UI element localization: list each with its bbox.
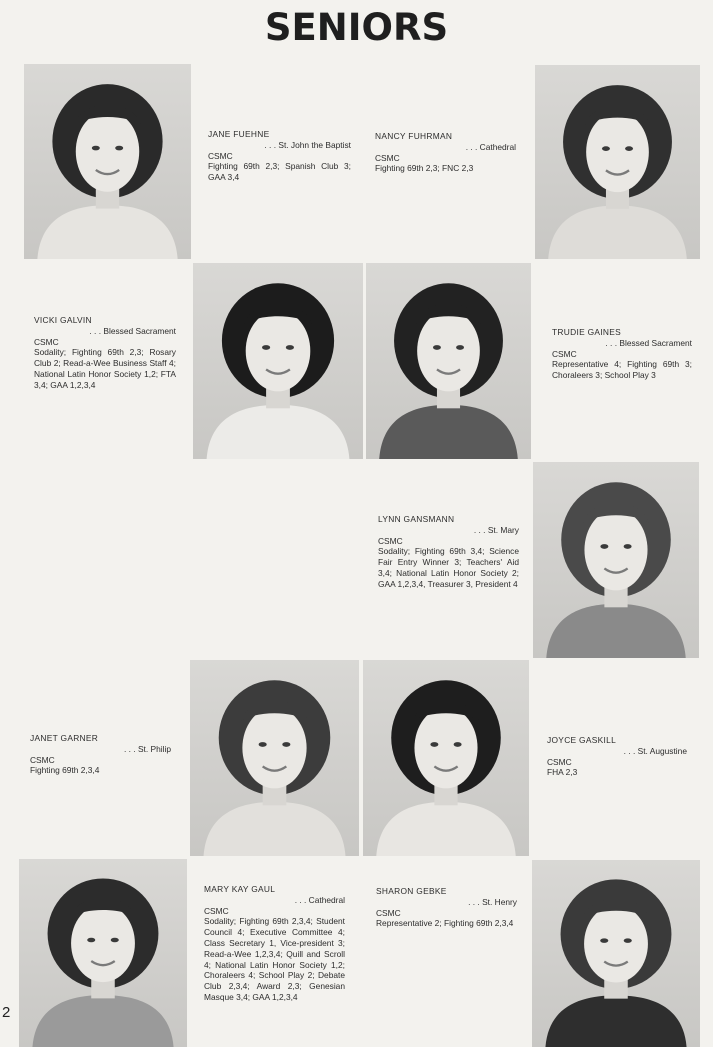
bio-jane-fuehne xyxy=(208,129,351,183)
bio-joyce-gaskill xyxy=(547,735,687,778)
face xyxy=(242,707,306,788)
photo-vicki-galvin xyxy=(193,263,363,459)
photo-mary-kay-gaul xyxy=(19,859,187,1047)
bio-mary-kay-gaul xyxy=(204,884,345,1003)
senior-name: NANCY FUHRMAN xyxy=(375,131,453,141)
senior-club: CSMC xyxy=(547,756,572,767)
senior-activities: Representative 2; Fighting 69th 2,3,4 xyxy=(376,918,514,929)
portrait-illustration xyxy=(533,462,699,658)
senior-club: CSMC xyxy=(208,150,233,161)
senior-parish: . . . Blessed Sacrament xyxy=(89,325,176,336)
portrait-illustration xyxy=(24,64,191,259)
face xyxy=(76,111,139,192)
left-eye xyxy=(602,146,610,151)
shoulders xyxy=(379,405,518,459)
left-eye xyxy=(259,742,267,747)
right-eye xyxy=(625,146,633,151)
bio-vicki-galvin xyxy=(34,315,176,391)
senior-parish: . . . St. Mary xyxy=(473,524,519,535)
senior-name: JANET GARNER xyxy=(30,733,99,743)
left-eye xyxy=(262,345,270,350)
shoulders xyxy=(545,995,686,1047)
face xyxy=(71,904,135,982)
page-title: SENIORS xyxy=(264,6,449,49)
right-eye xyxy=(454,742,462,747)
portrait-illustration xyxy=(363,660,529,856)
left-eye xyxy=(433,345,441,350)
face xyxy=(584,905,648,982)
portrait-illustration xyxy=(190,660,359,856)
right-eye xyxy=(282,742,290,747)
senior-name: SHARON GEBKE xyxy=(376,886,447,896)
shoulders xyxy=(207,405,350,459)
portrait-illustration xyxy=(193,263,363,459)
right-eye xyxy=(624,938,632,943)
senior-parish: . . . St. Augustine xyxy=(623,745,687,756)
senior-activities: Sodality; Fighting 69th 2,3; Rosary Club 2; Read-a-Wee Business Staff 4; National Latin Honor Society 1,2; FTA 3,4; GAA 1,2,3,4 xyxy=(34,347,176,390)
senior-club: CSMC xyxy=(375,152,400,163)
left-eye xyxy=(600,938,608,943)
right-eye xyxy=(456,345,464,350)
senior-activities: Representative 4; Fighting 69th 3; Choraleers 3; School Play 3 xyxy=(552,359,692,381)
face xyxy=(246,310,311,391)
senior-activities: Sodality; Fighting 69th 3,4; Science Fair Entry Winner 3; Teachers' Aid 3,4; National Latin Honor Society 2; GAA 1,2,3,4, Treasurer 3, President 4 xyxy=(378,546,519,589)
photo-janet-garner xyxy=(190,660,359,856)
bio-lynn-gansmann xyxy=(378,514,519,590)
senior-activities: FHA 2,3 xyxy=(547,767,578,778)
senior-activities: Fighting 69th 2,3,4 xyxy=(30,765,100,776)
right-eye xyxy=(111,938,119,943)
shoulders xyxy=(204,802,346,856)
senior-club: CSMC xyxy=(34,336,59,347)
page-number: 2 xyxy=(2,1004,11,1021)
portrait-illustration xyxy=(366,263,531,459)
senior-activities: Fighting 69th 2,3; Spanish Club 3; GAA 3,4 xyxy=(208,161,351,183)
senior-name: LYNN GANSMANN xyxy=(378,514,455,524)
photo-jane-fuehne xyxy=(24,64,191,259)
senior-name: JANE FUEHNE xyxy=(208,129,270,139)
face xyxy=(417,310,480,391)
senior-club: CSMC xyxy=(552,348,577,359)
right-eye xyxy=(624,544,632,549)
senior-club: CSMC xyxy=(204,905,229,916)
left-eye xyxy=(600,544,608,549)
portrait-illustration xyxy=(535,65,700,259)
bio-nancy-fuhrman xyxy=(375,131,516,174)
senior-name: VICKI GALVIN xyxy=(34,315,92,325)
left-eye xyxy=(92,146,100,151)
left-eye xyxy=(430,742,438,747)
photo-sharon-gebke xyxy=(532,860,700,1047)
senior-name: MARY KAY GAUL xyxy=(204,884,276,894)
right-eye xyxy=(286,345,294,350)
face xyxy=(586,112,649,192)
face xyxy=(414,707,477,788)
senior-activities: Fighting 69th 2,3; FNC 2,3 xyxy=(375,163,474,174)
senior-parish: . . . St. Philip xyxy=(123,743,171,754)
right-eye xyxy=(115,146,123,151)
senior-parish: . . . Blessed Sacrament xyxy=(605,337,692,348)
bio-sharon-gebke xyxy=(376,886,517,929)
face xyxy=(584,509,647,590)
photo-joyce-gaskill xyxy=(363,660,529,856)
left-eye xyxy=(87,938,95,943)
senior-activities: Sodality; Fighting 69th 2,3,4; Student Council 4; Executive Committee 4; Class Secretary 1, Vice-president 3; Read-a-Wee 1,2,3,4; Quill and Scroll 4; National Latin Honor Society 1,2; Choraleers 4; School Play 2; Debate Club 2,3,4; Award 2,3; Genesian Masque 3,4; GAA 1,2,3,4 xyxy=(204,916,345,1002)
shoulders xyxy=(376,802,515,856)
senior-club: CSMC xyxy=(378,535,403,546)
senior-parish: . . . St. John the Baptist xyxy=(264,139,351,150)
bio-trudie-gaines xyxy=(552,327,692,381)
senior-parish: . . . Cathedral xyxy=(465,141,516,152)
photo-lynn-gansmann xyxy=(533,462,699,658)
portrait-illustration xyxy=(19,859,187,1047)
shoulders xyxy=(37,205,177,259)
photo-trudie-gaines xyxy=(366,263,531,459)
shoulders xyxy=(548,205,687,259)
senior-name: JOYCE GASKILL xyxy=(547,735,617,745)
shoulders xyxy=(32,995,173,1047)
portrait-illustration xyxy=(532,860,700,1047)
bio-janet-garner xyxy=(30,733,171,776)
senior-parish: . . . St. Henry xyxy=(468,896,517,907)
senior-club: CSMC xyxy=(376,907,401,918)
photo-nancy-fuhrman xyxy=(535,65,700,259)
senior-name: TRUDIE GAINES xyxy=(552,327,622,337)
shoulders xyxy=(546,604,685,658)
senior-club: CSMC xyxy=(30,754,55,765)
senior-parish: . . . Cathedral xyxy=(294,894,345,905)
